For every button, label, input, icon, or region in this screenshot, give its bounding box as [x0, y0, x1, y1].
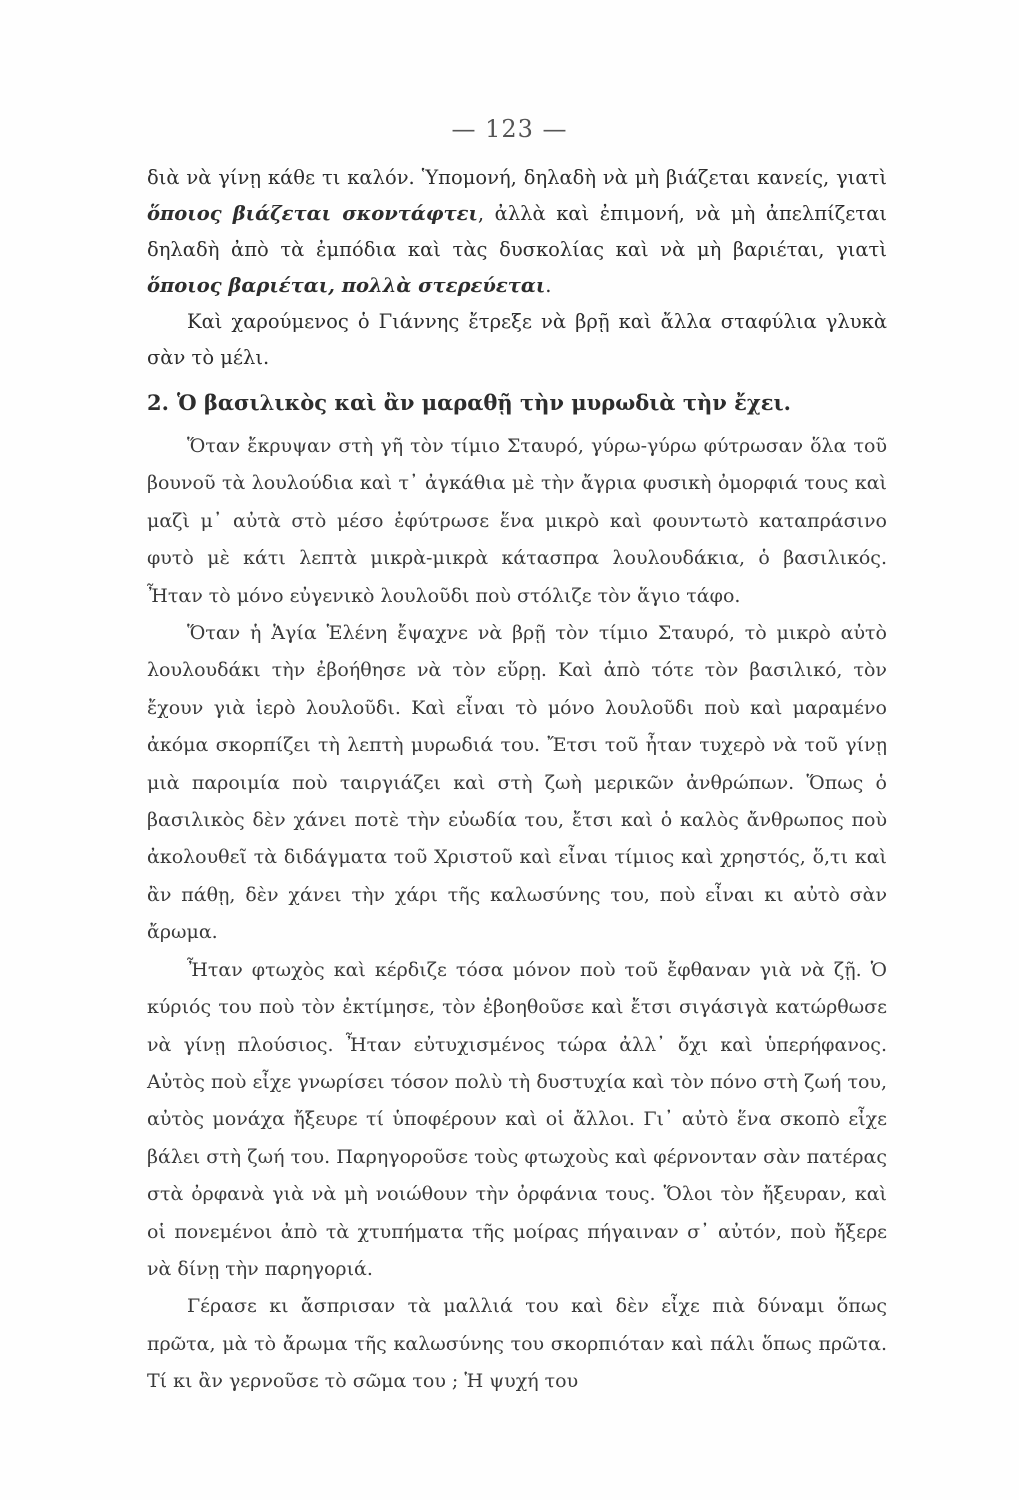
page-number: — 123 — — [451, 115, 568, 143]
section-number: 2. — [147, 390, 169, 415]
section-paragraph: Ὅταν ἔκρυψαν στὴ γῆ τὸν τίμιο Σταυρό, γύρω-γύρω φύτρωσαν ὅλα τοῦ βουνοῦ τὰ λουλούδια καὶ τ᾽ ἀγκάθια μὲ τὴν ἄγρια φυσικὴ ὀμορφιά τους καὶ μαζὶ μ᾽ αὐτὰ στὸ μέσο ἐφύτρωσε ἕνα μικρὸ καὶ φουντωτὸ καταπράσινο φυτὸ μὲ κάτι λεπτὰ μικρὰ-μικρὰ κάτασπρα λουλουδάκια, ὁ βασιλικός. Ἦταν τὸ μόνο εὐγενικὸ λουλοῦδι ποὺ στόλιζε τὸν ἅγιο τάφο. — [147, 435, 887, 607]
intro-paragraph-1 — [147, 160, 887, 304]
section-paragraph: Γέρασε κι ἄσπρισαν τὰ μαλλιά του καὶ δὲν εἶχε πιὰ δύναμι ὅπως πρῶτα, μὰ τὸ ἄρωμα τῆς καλωσύνης του σκορπιόταν καὶ πάλι ὅπως πρῶτα. Τί κι ἂν γερνοῦσε τὸ σῶμα του ; Ἡ ψυχή του — [147, 1295, 887, 1393]
intro-paragraph-2: Καὶ χαρούμενος ὁ Γιάννης ἔτρεξε νὰ βρῇ καὶ ἄλλα σταφύλια γλυκὰ σὰν τὸ μέλι. — [147, 310, 887, 369]
section-paragraph: Ὅταν ἡ Ἁγία Ἑλένη ἔψαχνε νὰ βρῇ τὸν τίμιο Σταυρό, τὸ μικρὸ αὐτὸ λουλουδάκι τὴν ἐβοήθησε νὰ τὸν εὕρῃ. Καὶ ἀπὸ τότε τὸν βασιλικό, τὸν ἔχουν γιὰ ἱερὸ λουλοῦδι. Καὶ εἶναι τὸ μόνο λουλοῦδι ποὺ καὶ μαραμένο ἀκόμα σκορπίζει τὴ λεπτὴ μυρωδιά του. Ἔτσι τοῦ ἦταν τυχερὸ νὰ τοῦ γίνῃ μιὰ παροιμία ποὺ ταιργιάζει καὶ στὴ ζωὴ μερικῶν ἀνθρώπων. Ὅπως ὁ βασιλικὸς δὲν χάνει ποτὲ τὴν εὐωδία του, ἔτσι καὶ ὁ καλὸς ἄνθρωπος ποὺ ἀκολουθεῖ τὰ διδάγματα τοῦ Χριστοῦ καὶ εἶναι τίμιος καὶ χρηστός, ὅ,τι καὶ ἂν πάθῃ, δὲν χάνει τὴν χάρι τῆς καλωσύνης του, ποὺ εἶναι κι αὐτὸ σὰν ἄρωμα. — [147, 622, 887, 944]
section-paragraph: Ἦταν φτωχὸς καὶ κέρδιζε τόσα μόνον ποὺ τοῦ ἔφθαναν γιὰ νὰ ζῇ. Ὁ κύριός του ποὺ τὸν ἐκτίμησε, τὸν ἐβοηθοῦσε καὶ ἔτσι σιγάσιγὰ κατώρθωσε νὰ γίνῃ πλούσιος. Ἦταν εὐτυχισμένος τώρα ἀλλ᾽ ὄχι καὶ ὑπερήφανος. Αὐτὸς ποὺ εἶχε γνωρίσει τόσον πολὺ τὴ δυστυχία καὶ τὸν πόνο στὴ ζωή του, αὐτὸς μονάχα ἤξευρε τί ὑποφέρουν καὶ οἱ ἄλλοι. Γι᾽ αὐτὸ ἕνα σκοπὸ εἶχε βάλει στὴ ζωή του. Παρηγοροῦσε τοὺς φτωχοὺς καὶ φέρνονταν σὰν πατέρας στὰ ὀρφανὰ γιὰ νὰ μὴ νοιώθουν τὴν ὀρφάνια τους. Ὅλοι τὸν ἤξευραν, καὶ οἱ πονεμένοι ἀπὸ τὰ χτυπήματα τῆς μοίρας πήγαιναν σ᾽ αὐτόν, ποὺ ἤξερε νὰ δίνῃ τὴν παρηγοριά. — [147, 958, 887, 1280]
page-text — [147, 160, 887, 1401]
proverb-2: ὅποιος βαριέται, πολλὰ στερεύεται — [147, 274, 546, 297]
intro-text-c: . — [545, 274, 552, 297]
section-body — [147, 428, 887, 1401]
section-heading — [147, 384, 887, 422]
proverb-1: ὅποιος βιάζεται σκοντάφτει — [147, 202, 478, 225]
intro-text-a: διὰ νὰ γίνῃ κάθε τι καλόν. Ὑπομονή, δηλαδὴ νὰ μὴ βιάζεται κανείς, γιατὶ — [147, 166, 887, 189]
section-title: Ὁ βασιλικὸς καὶ ἂν μαραθῇ τὴν μυρωδιὰ τὴν ἔχει. — [176, 390, 791, 415]
intro-text-b: , ἀλλὰ καὶ ἐπιμονή, νὰ μὴ ἀπελπίζεται δηλαδὴ ἀπὸ τὰ ἐμπόδια καὶ τὰς δυσκολίας καὶ νὰ μὴ βαριέται, γιατὶ — [147, 202, 888, 261]
